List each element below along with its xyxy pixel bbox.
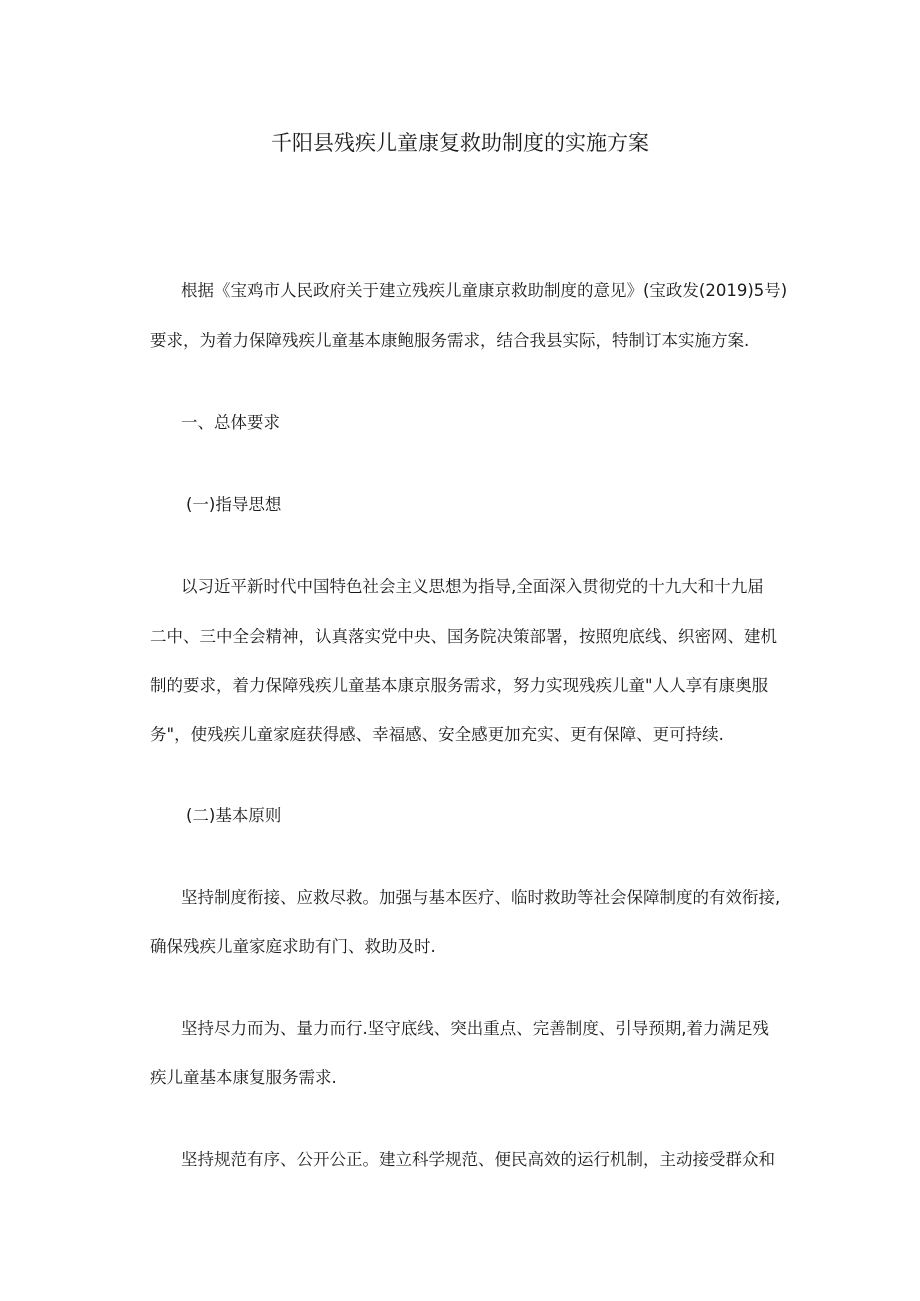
guiding-ideology-line-1: 以习近平新时代中国特色社会主义思想为指导,全面深入贯彻党的十九大和十九届 xyxy=(181,577,764,596)
subsection-heading-basic-principles: (二)基本原则 xyxy=(186,806,282,825)
principle-2-line-1: 坚持尽力而为、量力而行.坚守底线、突出重点、完善制度、引导预期,着力满足残 xyxy=(181,1019,769,1038)
principle-1-line-1: 坚持制度衔接、应救尽救。加强与基本医疗、临时救助等社会保障制度的有效衔接, xyxy=(181,888,781,907)
subsection-heading-guiding-ideology: (一)指导思想 xyxy=(186,495,282,514)
principle-1-line-2: 确保残疾儿童家庭求助有门、救助及时. xyxy=(150,937,436,956)
intro-line-1: 根据《宝鸡市人民政府关于建立残疾儿童康京救助制度的意见》(宝政发(2019)5号) xyxy=(181,281,788,300)
principle-2-line-2: 疾儿童基本康复服务需求. xyxy=(150,1068,337,1087)
guiding-ideology-line-2: 二中、三中全会精神，认真落实党中央、国务院决策部署，按照兜底线、织密网、建机 xyxy=(150,627,777,646)
principle-3-line-1: 坚持规范有序、公开公正。建立科学规范、便民高效的运行机制，主动接受群众和 xyxy=(181,1150,775,1169)
guiding-ideology-line-3: 制的要求，着力保障残疾儿童基本康京服务需求，努力实现残疾儿童"人人享有康奥服 xyxy=(150,676,769,695)
section-heading-general-requirements: 一、总体要求 xyxy=(181,413,280,432)
intro-line-2: 要求，为着力保障残疾儿童基本康鲍服务需求，结合我县实际，特制订本实施方案. xyxy=(150,331,750,350)
guiding-ideology-line-4: 务"，使残疾儿童家庭获得感、幸福感、安全感更加充实、更有保障、更可持续. xyxy=(150,725,724,744)
document-title: 千阳县残疾儿童康复救助制度的实施方案 xyxy=(271,131,649,155)
